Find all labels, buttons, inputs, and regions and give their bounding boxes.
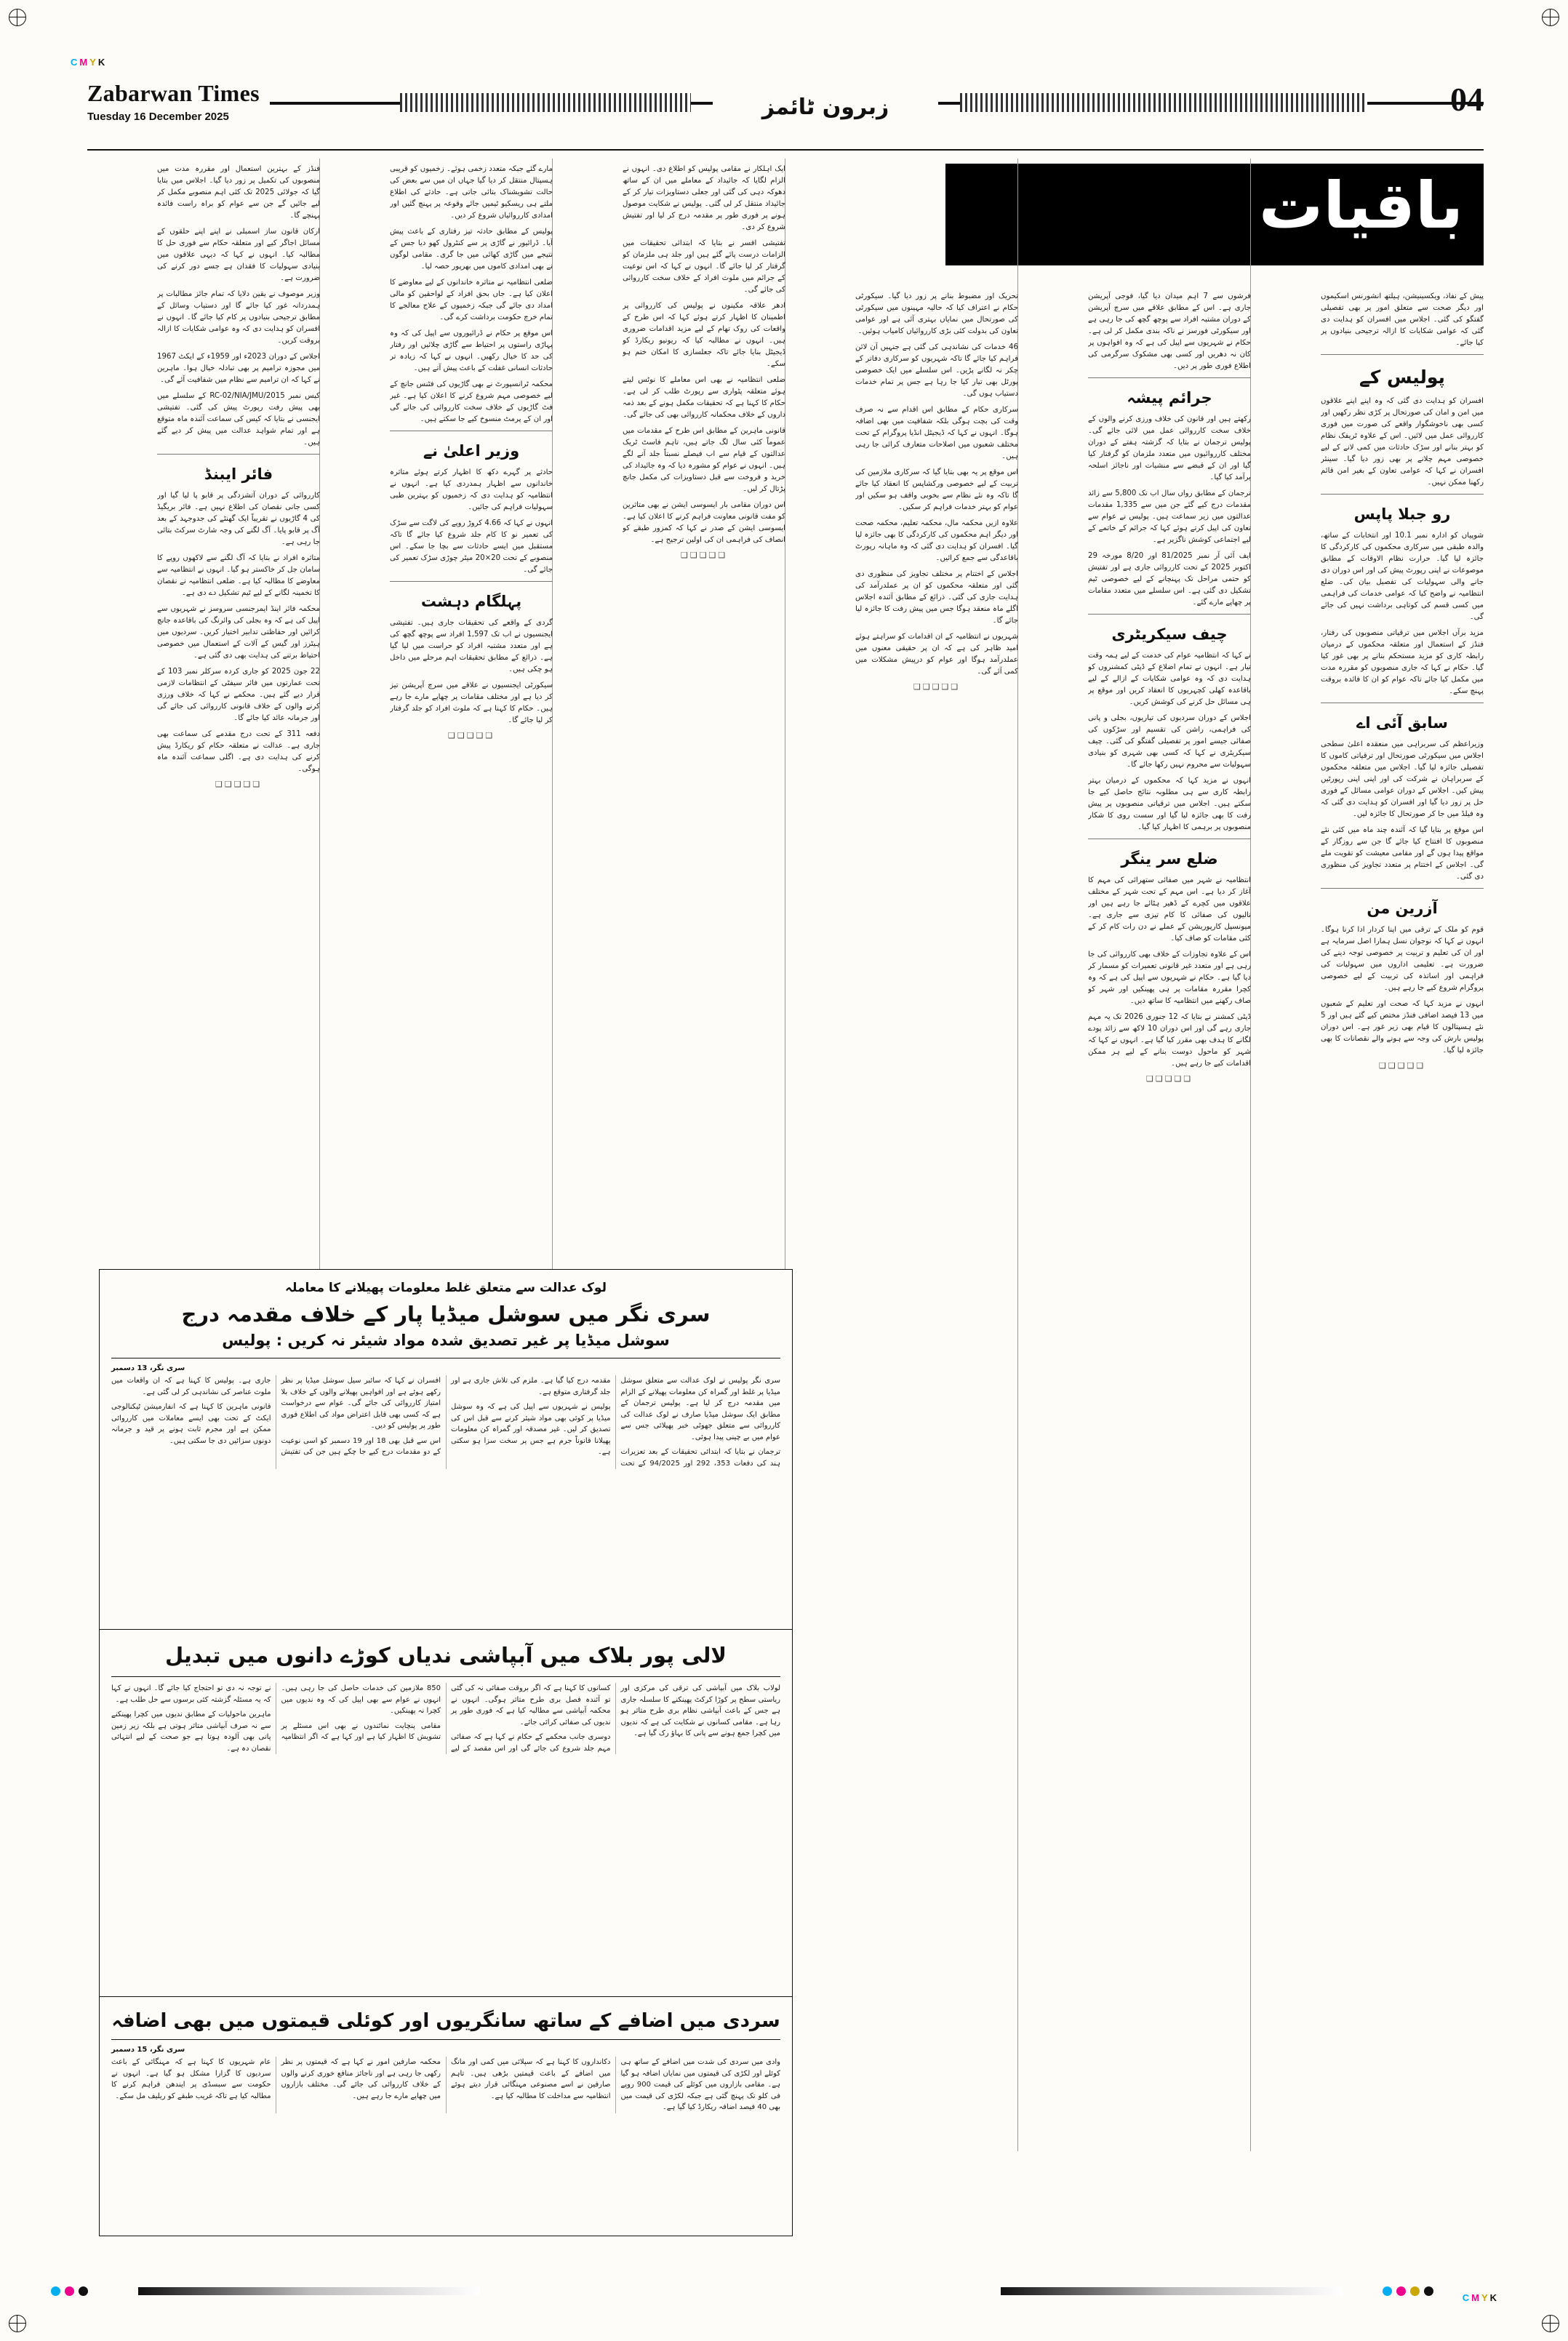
article-paragraph: اس موقع پر یہ بھی بتایا گیا کہ سرکاری ملازمین کی تربیت کے لیے خصوصی ورکشاپس کا انعقاد کیا جائے گا تاکہ وہ نئے نظام سے بخوبی واقف ہو سکیں اور عوام کو بہتر خدمات فراہم کر سکیں۔ <box>855 468 1018 511</box>
masthead-hatch-left <box>400 93 691 112</box>
article-paragraph: اس موقع پر حکام نے ڈرائیوروں سے اپیل کی کہ وہ پہاڑی راستوں پر احتیاط سے گاڑی چلائیں اور رفتار کی حد کا خیال رکھیں۔ انہوں نے کہا کہ زیادہ تر حادثات انسانی غفلت کے باعث پیش آتے ہیں۔ <box>390 329 553 372</box>
divider <box>1321 354 1484 355</box>
article-column-3 <box>855 291 1018 1985</box>
end-of-story-ornament: ❑❑❑❑❑ <box>447 732 495 740</box>
section-heading: چیف سیکریٹری <box>1111 625 1228 643</box>
section-heading: فائر ایبنڈ <box>204 465 273 483</box>
article-paragraph: سیکورٹی ایجنسیوں نے علاقے میں سرچ آپریشن تیز کر دیا ہے اور مختلف مقامات پر چھاپے مارے جا رہے ہیں۔ حکام کا کہنا ہے کہ ملوث افراد کو جلد گرفتار کر لیا جائے گا۔ <box>390 681 553 724</box>
registration-mark-bottom-right <box>1542 2315 1559 2332</box>
article-paragraph: لولاب بلاک میں آبپاشی کی ترقی کی مرکزی اور ریاستی سطح پر کوڑا کرکٹ پھینکنے کا سلسلہ جاری ہے جس کے باعث آبپاشی نظام بری طرح متاثر ہو رہا ہے۔ مقامی کسانوں نے شکایت کی ہے کہ ندیوں میں کچرا جمع ہونے سے پانی کا بہاؤ رک گیا ہے۔ <box>620 1684 780 1737</box>
article-paragraph: کسانوں کا کہنا ہے کہ اگر بروقت صفائی نہ کی گئی تو آئندہ فصل بری طرح متاثر ہوگی۔ انہوں نے محکمہ آبپاشی سے مطالبہ کیا ہے کہ فوری طور پر ندیوں کی صفائی کرائی جائے۔ <box>451 1684 611 1726</box>
end-of-story-ornament: ❑❑❑❑❑ <box>680 551 728 560</box>
article-paragraph: مارے گئے جبکہ متعدد زخمی ہوئے۔ زخمیوں کو قریبی ہسپتال منتقل کر دیا گیا جہاں ان میں سے بعض کی حالت تشویشناک بتائی جاتی ہے۔ حادثے کی اطلاع ملتے ہی ریسکیو ٹیمیں جائے وقوعہ پر پہنچ گئیں اور امدادی کارروائیاں شروع کر دیں۔ <box>390 165 553 220</box>
cmyk-mark-bottom: C M Y K <box>1462 2292 1497 2303</box>
color-dot-bar-right <box>1383 2286 1433 2296</box>
article-paragraph: اجلاس کے دوران 2023ء اور 1959ء کے ایکٹ 1967 میں مجوزہ ترامیم پر بھی تبادلہ خیال ہوا۔ ماہرین نے کہا کہ ان ترامیم سے نظام میں شفافیت آئے گی۔ <box>157 353 320 384</box>
article-paragraph: عام شہریوں کا کہنا ہے کہ مہنگائی کے باعث سردیوں کا گزارا مشکل ہو گیا ہے۔ انہوں نے حکومت سے سبسڈی پر ایندھن فراہم کرنے کا مطالبہ کیا ہے تاکہ غریب طبقے کو ریلیف مل سکے۔ <box>111 2058 271 2100</box>
article-paragraph: سرکاری حکام کے مطابق اس اقدام سے نہ صرف وقت کی بچت ہوگی بلکہ شفافیت میں بھی اضافہ ہوگا۔ انہوں نے کہا کہ ڈیجیٹل انڈیا پروگرام کے تحت مختلف شعبوں میں اصلاحات متعارف کرائی جا رہی ہیں۔ <box>855 406 1018 460</box>
article-paragraph: ایف آئی آر نمبر 81/2025 اور 8/20 مورخہ 29 اکتوبر 2025 کے تحت کارروائی جاری ہے اور تفتیش کو حتمی مراحل تک پہنچانے کے لیے خصوصی ٹیم تشکیل دی گئی ہے۔ اس سلسلے میں متعدد مقامات پر چھاپے مارے گئے۔ <box>1088 552 1251 607</box>
article-paragraph: ایک اہلکار نے مقامی پولیس کو اطلاع دی۔ انہوں نے الزام لگایا کہ جائیداد کے معاملے میں ان کے ساتھ دھوکہ دہی کی گئی اور جعلی دستاویزات تیار کر کے جائیداد منتقل کر لی گئی۔ پولیس نے شکایت موصول ہونے پر فوری طور پر مقدمہ درج کر لیا اور تفتیش شروع کر دی۔ <box>623 165 785 231</box>
page-number: 04 <box>1450 81 1484 118</box>
publication-logo <box>713 86 938 128</box>
color-dot-bar-left <box>51 2286 88 2296</box>
boxed-story-fake-news <box>99 1269 793 1640</box>
gradient-strip-left <box>138 2287 480 2295</box>
box-body <box>111 2057 780 2113</box>
divider <box>390 581 553 582</box>
headline: سری نگر میں سوشل میڈیا پار کے خلاف مقدمہ درج <box>181 1302 711 1326</box>
article-paragraph: انہوں نے مزید کہا کہ صحت اور تعلیم کے شعبوں میں 13 فیصد اضافی فنڈز مختص کیے گئے ہیں اور 5 نئے ہسپتالوں کا قیام بھی زیر غور ہے۔ اس دوران پولیس بارش کی وجہ سے ہونے والے نقصانات کا بھی جائزہ لیا گیا۔ <box>1321 1000 1484 1055</box>
article-paragraph: علاوہ ازیں محکمہ مال، محکمہ تعلیم، محکمہ صحت اور دیگر اہم محکموں کی کارکردگی کا بھی جائزہ لیا گیا۔ افسران کو ہدایت دی گئی کہ وہ ماہانہ رپورٹ باقاعدگی سے جمع کرائیں۔ <box>855 519 1018 562</box>
article-paragraph: متاثرہ افراد نے بتایا کہ آگ لگنے سے لاکھوں روپے کا سامان جل کر خاکستر ہو گیا۔ انہوں نے انتظامیہ سے معاوضے کا مطالبہ کیا ہے۔ ضلعی انتظامیہ نے نقصان کا تخمینہ لگانے کے لیے ٹیم تشکیل دے دی ہے۔ <box>157 554 320 597</box>
article-paragraph: پولیس کے مطابق حادثہ تیز رفتاری کے باعث پیش آیا۔ ڈرائیور نے گاڑی پر سے کنٹرول کھو دیا جس کے نتیجے میں گاڑی کھائی میں جا گری۔ مقامی لوگوں نے بھی امدادی کاموں میں بھرپور حصہ لیا۔ <box>390 228 553 271</box>
article-paragraph: اس موقع پر بتایا گیا کہ آئندہ چند ماہ میں کئی نئے منصوبوں کا افتتاح کیا جائے گا جن سے روزگار کے مواقع پیدا ہوں گے اور مقامی معیشت کو تقویت ملے گی۔ اجلاس کے اختتام پر متعدد تجاویز کی منظوری دی گئی۔ <box>1321 826 1484 881</box>
section-heading: جرائم پیشہ <box>1127 389 1212 407</box>
registration-mark-top-left <box>9 9 26 26</box>
section-heading: پہلگام دہشت <box>420 593 522 610</box>
article-paragraph: وادی میں سردی کی شدت میں اضافے کے ساتھ ہی کوئلے اور لکڑی کی قیمتوں میں نمایاں اضافہ ہو گیا ہے۔ مقامی بازاروں میں کوئلے کی قیمت 900 روپے فی کلو تک پہنچ گئی ہے جبکہ لکڑی کی قیمت میں بھی 40 فیصد اضافہ ریکارڈ کیا گیا ہے۔ <box>620 2058 780 2111</box>
article-paragraph: ضلعی انتظامیہ نے بھی اس معاملے کا نوٹس لیتے ہوئے متعلقہ پٹواری سے رپورٹ طلب کر لی ہے۔ حکام کا کہنا ہے کہ تحقیقات مکمل ہونے کے بعد ذمہ داروں کے خلاف محکمانہ کارروائی بھی کی جائے گی۔ <box>623 376 785 419</box>
article-paragraph: محکمہ فائر اینڈ ایمرجنسی سروسز نے شہریوں سے اپیل کی ہے کہ وہ بجلی کی وائرنگ کی باقاعدہ جانچ کرائیں اور حفاظتی تدابیر اختیار کریں۔ سردیوں میں ہیٹرز اور گیس کے آلات کے استعمال میں خصوصی احتیاط برتنے کی ہدایت بھی دی گئی ہے۔ <box>157 605 320 660</box>
section-heading: ضلع سر ینگر <box>1121 850 1218 868</box>
article-paragraph: ضلعی انتظامیہ نے متاثرہ خاندانوں کے لیے معاوضے کا اعلان کیا ہے۔ جاں بحق افراد کے لواحقین کو مالی امداد دی جائے گی جبکہ زخمیوں کے علاج معالجے کا تمام خرچ حکومت برداشت کرے گی۔ <box>390 279 553 321</box>
end-of-story-ornament: ❑❑❑❑❑ <box>1145 1075 1193 1084</box>
article-paragraph: محکمہ صارفین امور نے کہا ہے کہ قیمتوں پر نظر رکھی جا رہی ہے اور ناجائز منافع خوری کرنے والوں کے خلاف کارروائی کی جائے گی۔ مختلف بازاروں میں چھاپے مارے جا رہے ہیں۔ <box>281 2058 441 2100</box>
article-paragraph: اس سے قبل بھی 18 اور 19 دسمبر کو اسی نوعیت کے دو مقدمات درج کیے جا چکے ہیں جن کی تفتیش جاری ہے۔ پولیس کا کہنا ہے کہ ان واقعات میں ملوث عناصر کی نشاندہی کر لی گئی ہے۔ <box>111 1377 441 1456</box>
gradient-strip-right <box>1001 2287 1343 2295</box>
article-paragraph: نے کہا کہ انتظامیہ عوام کی خدمت کے لیے ہمہ وقت تیار ہے۔ انہوں نے تمام اضلاع کے ڈپٹی کمشنروں کو ہدایت دی کہ وہ عوامی شکایات کے ازالے کے لیے باقاعدہ کھلی کچہریوں کا انعقاد کریں اور موقع پر ہی مسائل حل کرنے کی کوشش کریں۔ <box>1088 652 1251 706</box>
article-paragraph: ادھر علاقہ مکینوں نے پولیس کی کارروائی پر اطمینان کا اظہار کرتے ہوئے کہا کہ اس طرح کے واقعات کی روک تھام کے لیے مزید اقدامات ضروری ہیں۔ انہوں نے مطالبہ کیا کہ ریونیو ریکارڈ کو ڈیجیٹل بنایا جائے تاکہ جعلسازی کا امکان ختم ہو سکے۔ <box>623 302 785 368</box>
registration-mark-top-right <box>1542 9 1559 26</box>
divider <box>157 454 320 455</box>
article-paragraph: گردی کے واقعے کی تحقیقات جاری ہیں۔ تفتیشی ایجنسیوں نے اب تک 1,597 افراد سے پوچھ گچھ کی ہے اور متعدد مشتبہ افراد کو حراست میں لیا گیا ہے۔ ذرائع کے مطابق تحقیقات اہم مرحلے میں داخل ہو چکی ہیں۔ <box>390 619 553 673</box>
publication-title: Zabarwan Times <box>87 80 260 106</box>
article-paragraph: انہوں نے کہا کہ 4.66 کروڑ روپے کی لاگت سے سڑک کی تعمیر نو کا کام جلد شروع کیا جائے گا تاکہ مستقبل میں ایسے حادثات سے بچا جا سکے۔ اس منصوبے کے تحت 20×20 میٹر چوڑی سڑک تعمیر کی جائے گی۔ <box>390 519 553 574</box>
publication-logo-urdu: زبرون ٹائمز <box>761 94 889 120</box>
end-of-story-ornament: ❑❑❑❑❑ <box>215 780 263 789</box>
boxed-story-lolab <box>99 1629 793 2007</box>
article-paragraph: مزید برآں اجلاس میں ترقیاتی منصوبوں کی رفتار، فنڈز کے استعمال اور متعلقہ محکموں کے درمیان رابطہ کاری کو مزید مستحکم بنانے پر بھی غور کیا گیا۔ حکام نے کہا کہ جاری منصوبوں کو مقررہ مدت میں مکمل کیا جائے تاکہ عوام کو ان کا فائدہ بروقت پہنچ سکے۔ <box>1321 629 1484 695</box>
article-paragraph: وزیراعظم کی سربراہی میں منعقدہ اعلیٰ سطحی اجلاس میں سیکورٹی صورتحال اور ترقیاتی کاموں کا تفصیلی جائزہ لیا گیا۔ اجلاس میں متعلقہ محکموں کے سربراہان نے شرکت کی اور اپنی اپنی رپورٹیں پیش کیں۔ اجلاس کے دوران عوامی مسائل کے فوری حل پر زور دیا گیا اور افسران کو ہدایت دی گئی کہ وہ فیلڈ میں جا کر صورتحال کا جائزہ لیں۔ <box>1321 740 1484 818</box>
section-heading: پولیس کے <box>1359 367 1445 388</box>
divider <box>1321 888 1484 889</box>
masthead-hatch-right <box>960 93 1367 112</box>
article-column-1 <box>1321 291 1484 1985</box>
divider <box>1088 614 1251 615</box>
kicker: لوک عدالت سے متعلق غلط معلومات پھیلانے کا معاملہ <box>285 1281 607 1295</box>
article-paragraph: افسران نے کہا کہ سائبر سیل سوشل میڈیا پر نظر رکھے ہوئے ہے اور افواہیں پھیلانے والوں کے خلاف بلا امتیاز کارروائی کی جائے گی۔ عوام سے درخواست ہے کہ کسی بھی قابل اعتراض مواد کی اطلاع فوری طور پر پولیس کو دیں۔ <box>281 1377 441 1430</box>
section-heading: سابق آئی اے <box>1356 714 1448 732</box>
article-paragraph: وزیر موصوف نے یقین دلایا کہ تمام جائز مطالبات پر ہمدردانہ غور کیا جائے گا اور دستیاب وسائل کے مطابق ترجیحی بنیادوں پر کام کیا جائے گا۔ انہوں نے افسران کو ہدایت دی کہ وہ عوامی شکایات کا ازالہ بروقت کریں۔ <box>157 290 320 345</box>
article-paragraph: قانونی ماہرین کے مطابق اس طرح کے مقدمات میں عموماً کئی سال لگ جاتے ہیں، تاہم فاسٹ ٹریک عدالتوں کے قیام سے اب فیصلے نسبتاً جلد آنے لگے ہیں۔ انہوں نے عوام کو مشورہ دیا کہ وہ جائیداد کی خرید و فروخت سے قبل دستاویزات کی مکمل جانچ پڑتال کر لیں۔ <box>623 427 785 493</box>
article-paragraph: پولیس نے شہریوں سے اپیل کی ہے کہ وہ سوشل میڈیا پر کوئی بھی مواد شیئر کرنے سے قبل اس کی تصدیق کر لیں۔ غیر مصدقہ اور گمراہ کن معلومات پھیلانا قانوناً جرم ہے جس پر سخت سزا ہو سکتی ہے۔ <box>451 1403 611 1456</box>
article-paragraph: قوم کو ملک کے ترقی میں اپنا کردار ادا کرنا ہوگا۔ انہوں نے کہا کہ نوجوان نسل ہمارا اصل سرمایہ ہے اور ان کی تعلیم و تربیت پر خصوصی توجہ دینے کی ضرورت ہے۔ تعلیمی اداروں میں سہولیات کی فراہمی اور اساتذہ کی تربیت کے لیے خصوصی پروگرام شروع کیے جا رہے ہیں۔ <box>1321 926 1484 992</box>
article-paragraph: فنڈز کے بہترین استعمال اور مقررہ مدت میں منصوبوں کی تکمیل پر زور دیا گیا۔ اجلاس میں بتایا گیا کہ جولائی 2025 تک کئی اہم منصوبے مکمل کر لیے جائیں گے جن سے عوام کو براہ راست فائدہ پہنچے گا۔ <box>157 165 320 220</box>
masthead <box>87 80 1484 147</box>
article-paragraph: ترجمان کے مطابق رواں سال اب تک 5,800 سے زائد مقدمات درج کیے گئے جن میں سے 1,335 مقدمات عدالتوں میں زیر سماعت ہیں۔ پولیس نے عوام سے تعاون کی اپیل کرتے ہوئے کہا کہ جرائم کے خاتمے کے لیے اجتماعی کوشش ناگزیر ہے۔ <box>1088 489 1251 544</box>
article-paragraph: دکانداروں کا کہنا ہے کہ سپلائی میں کمی اور مانگ میں اضافے کے باعث قیمتیں بڑھی ہیں۔ تاہم صارفین نے اسے مصنوعی مہنگائی قرار دیتے ہوئے انتظامیہ سے مداخلت کا مطالبہ کیا ہے۔ <box>451 2058 611 2100</box>
publication-date: Tuesday 16 December 2025 <box>87 111 229 123</box>
end-of-story-ornament: ❑❑❑❑❑ <box>1378 1062 1426 1071</box>
byline: سری نگر، 13 دسمبر <box>111 1364 185 1372</box>
article-paragraph: مقامی پنچایت نمائندوں نے بھی اس مسئلے پر تشویش کا اظہار کیا ہے اور کہا ہے کہ اگر انتظامیہ نے توجہ نہ دی تو احتجاج کیا جائے گا۔ انہوں نے کہا کہ یہ مسئلہ گزشتہ کئی برسوں سے حل طلب ہے۔ <box>111 1684 441 1741</box>
headline: سردی میں اضافے کے ساتھ سانگریوں اور کوئلی قیمتوں میں بھی اضافہ <box>111 2010 780 2032</box>
article-paragraph: پیش کے نفاذ، ویکسینیشن، ہیلتھ انشورنس اسکیموں اور دیگر صحت سے متعلق امور پر بھی تفصیلی گفتگو کی گئی۔ اجلاس میں افسران کو ہدایت دی گئی کہ عوامی شکایات کا ازالہ ترجیحی بنیادوں پر کیا جائے۔ <box>1321 292 1484 347</box>
article-paragraph: 22 جون 2025 کو جاری کردہ سرکلر نمبر 103 کے تحت عمارتوں میں فائر سیفٹی کے انتظامات لازمی قرار دیے گئے ہیں۔ محکمے نے کہا کہ خلاف ورزی کرنے والوں کے خلاف قانونی کارروائی کی جائے گی اور جرمانہ عائد کیا جائے گا۔ <box>157 668 320 722</box>
article-paragraph: رکھتے ہیں اور قانون کی خلاف ورزی کرنے والوں کے خلاف سخت کارروائی عمل میں لائی جائے گی۔ پولیس ترجمان نے بتایا کہ گزشتہ ہفتے کے دوران مختلف کارروائیوں میں متعدد ملزمان کو گرفتار کیا گیا اور ان کے قبضے سے منشیات اور ناجائز اسلحہ برآمد کیا گیا۔ <box>1088 415 1251 481</box>
article-paragraph: دوسری جانب محکمے کے حکام نے کہا ہے کہ صفائی مہم جلد شروع کی جائے گی اور اس مقصد کے لیے 850 ملازمین کی خدمات حاصل کی جا رہی ہیں۔ انہوں نے عوام سے بھی اپیل کی کہ وہ ندیوں میں کچرا نہ پھینکیں۔ <box>281 1684 611 1753</box>
divider <box>111 2039 780 2040</box>
article-paragraph: انہوں نے مزید کہا کہ محکموں کے درمیان بہتر رابطہ کاری سے ہی مطلوبہ نتائج حاصل کیے جا سکتے ہیں۔ اجلاس میں ترقیاتی منصوبوں پر پیش رفت کا بھی جائزہ لیا گیا اور سست روی کا شکار منصوبوں پر برہمی کا اظہار کیا گیا۔ <box>1088 777 1251 831</box>
masthead-bottom-rule <box>87 149 1484 151</box>
cmyk-mark-top: C M Y K <box>71 57 106 68</box>
article-paragraph: محکمہ ٹرانسپورٹ نے بھی گاڑیوں کی فٹنس جانچ کے لیے خصوصی مہم شروع کرنے کا اعلان کیا ہے۔ غیر فٹ گاڑیوں کے خلاف سخت کارروائی کی جائے گی اور ان کے پرمٹ منسوخ کیے جا سکتے ہیں۔ <box>390 380 553 423</box>
article-paragraph: دفعہ 311 کے تحت درج مقدمے کی سماعت بھی جاری ہے۔ عدالت نے متعلقہ حکام کو ریکارڈ پیش کرنے کی ہدایت دی ہے۔ اگلی سماعت آئندہ ماہ ہوگی۔ <box>157 730 320 773</box>
end-of-story-ornament: ❑❑❑❑❑ <box>913 683 961 692</box>
article-column-4 <box>623 164 785 1240</box>
article-paragraph: اس دوران مقامی بار ایسوسی ایشن نے بھی متاثرین کو مفت قانونی معاونت فراہم کرنے کا اعلان کیا ہے۔ ایسوسی ایشن کے صدر نے کہا کہ کمزور طبقے کو انصاف کی فراہمی ان کی اولین ترجیح ہے۔ <box>623 501 785 544</box>
article-paragraph: 46 خدمات کی نشاندہی کی گئی ہے جنہیں آن لائن فراہم کیا جائے گا تاکہ شہریوں کو سرکاری دفاتر کے چکر نہ لگانے پڑیں۔ اس سلسلے میں ایک خصوصی پورٹل بھی تیار کیا جا رہا ہے جس پر تمام خدمات دستیاب ہوں گی۔ <box>855 343 1018 398</box>
divider <box>1321 494 1484 495</box>
article-paragraph: تفتیشی افسر نے بتایا کہ ابتدائی تحقیقات میں الزامات درست پائے گئے ہیں اور جلد ہی ملزمان کو گرفتار کر لیا جائے گا۔ انہوں نے کہا کہ اس نوعیت کے جرائم میں ملوث افراد کے خلاف سخت کارروائی کی جائے گی۔ <box>623 239 785 294</box>
article-paragraph: اجلاس کے دوران سردیوں کی تیاریوں، بجلی و پانی کی فراہمی، راشن کی تقسیم اور سڑکوں کی صفائی جیسے امور پر تفصیلی گفتگو کی گئی۔ چیف سیکریٹری نے کہا کہ کسی بھی شہری کو بنیادی سہولیات سے محروم نہیں رکھا جائے گا۔ <box>1088 714 1251 769</box>
article-paragraph: تحریک اور مضبوط بنانے پر زور دیا گیا۔ سیکورٹی حکام نے اعتراف کیا کہ حالیہ مہینوں میں سیکورٹی کی صورتحال میں نمایاں بہتری آئی ہے اور عوامی تعاون کی بدولت کئی بڑی کارروائیاں کامیاب ہوئیں۔ <box>855 292 1018 335</box>
article-column-6 <box>157 164 320 1240</box>
boxed-story-prices <box>99 1996 793 2236</box>
box-body <box>111 1683 780 1754</box>
article-column-2 <box>1088 291 1251 1985</box>
article-paragraph: ڈپٹی کمشنر نے بتایا کہ 12 جنوری 2026 تک یہ مہم جاری رہے گی اور اس دوران 10 لاکھ سے زائد پودے لگانے کا ہدف بھی مقرر کیا گیا ہے۔ انہوں نے کہا کہ شہر کو ماحول دوست بنانے کے لیے ہر ممکن اقدامات کیے جا رہے ہیں۔ <box>1088 1013 1251 1068</box>
article-column-5 <box>390 164 553 1240</box>
registration-mark-bottom-left <box>9 2315 26 2332</box>
article-paragraph: ماہرین ماحولیات کے مطابق ندیوں میں کچرا پھینکنے سے نہ صرف آبپاشی متاثر ہوتی ہے بلکہ زیر زمین پانی بھی آلودہ ہوتا ہے جو صحت کے لیے انتہائی نقصان دہ ہے۔ <box>111 1710 271 1753</box>
article-paragraph: اجلاس کے اختتام پر مختلف تجاویز کی منظوری دی گئی اور متعلقہ محکموں کو ان پر عملدرآمد کی ہدایت جاری کی گئی۔ ذرائع کے مطابق آئندہ اجلاس اگلے ماہ منعقد ہوگا جس میں پیش رفت کا جائزہ لیا جائے گا۔ <box>855 570 1018 625</box>
article-paragraph: کارروائی کے دوران آتشزدگی پر قابو پا لیا گیا اور کسی جانی نقصان کی اطلاع نہیں ہے۔ فائر بریگیڈ کی 4 گاڑیوں نے تقریباً ایک گھنٹے کی جدوجہد کے بعد آگ پر قابو پایا۔ آگ لگنے کی وجہ شارٹ سرکٹ بتائی جا رہی ہے۔ <box>157 492 320 546</box>
byline: سری نگر، 15 دسمبر <box>111 2046 185 2054</box>
article-paragraph: انتظامیہ نے شہر میں صفائی ستھرائی کی مہم کا آغاز کر دیا ہے۔ اس مہم کے تحت شہر کے مختلف علاقوں میں کچرے کے ڈھیر ہٹائے جا رہے ہیں اور نالیوں کی صفائی کا کام تیزی سے جاری ہے۔ میونسپل کارپوریشن کے عملے نے دن رات کام کر کے کئی مقامات کو صاف کیا۔ <box>1088 876 1251 943</box>
article-paragraph: فرشوں سے 7 اہم میدان دیا گیا، فوجی آپریشن جاری ہے۔ اس کے مطابق علاقے میں سرچ آپریشن کے دوران مشتبہ افراد سے پوچھ گچھ کی جا رہی ہے اور سیکورٹی فورسز نے ناکہ بندی مکمل کر لی ہے۔ حکام نے شہریوں سے اپیل کی ہے کہ وہ افواہوں پر کان نہ دھریں اور کسی بھی مشکوک سرگرمی کی اطلاع فوری طور پر دیں۔ <box>1088 292 1251 370</box>
section-heading: آزرین من <box>1367 900 1438 917</box>
article-paragraph: شوپیاں کو ادارہ نمبر 10.1 اور انتخابات کے ساتھ، والدہ طبقی میں سرکاری محکموں کی کارکردگی کا جائزہ لیا گیا۔ حرارت نظام الاوقات کے مطابق موصوعات نے اپنی رپورٹ پیش کی اور اس دوران دی جانے والی سہولیات کی تفصیل بیان کی۔ ضلع انتظامیہ نے واضح کیا کہ عوامی خدمات کی فراہمی میں کسی قسم کی کوتاہی برداشت نہیں کی جائے گی۔ <box>1321 532 1484 621</box>
article-paragraph: شہریوں نے انتظامیہ کے ان اقدامات کو سراہتے ہوئے امید ظاہر کی ہے کہ ان پر حقیقی معنوں میں عملدرآمد ہوگا اور عوام کو درپیش مشکلات میں کمی آئے گی۔ <box>855 633 1018 676</box>
article-paragraph: اس کے علاوہ تجاوزات کے خلاف بھی کارروائی کی جا رہی ہے اور متعدد غیر قانونی تعمیرات کو مسمار کر دیا گیا ہے۔ حکام نے شہریوں سے اپیل کی ہے کہ وہ کچرا مقررہ مقامات پر ہی پھینکیں اور شہر کو صاف رکھنے میں انتظامیہ کا ساتھ دیں۔ <box>1088 951 1251 1005</box>
section-heading: رو جبلا پاپس <box>1353 505 1451 523</box>
headline: لالی پور بلاک میں آبپاشی ندیاں کوڑے دانوں میں تبدیل <box>164 1643 727 1668</box>
article-paragraph: حادثے پر گہرے دکھ کا اظہار کرتے ہوئے متاثرہ خاندانوں سے اظہار ہمدردی کیا ہے۔ انہوں نے انتظامیہ کو ہدایت دی کہ زخمیوں کو بہترین طبی سہولیات فراہم کی جائیں۔ <box>390 468 553 511</box>
article-paragraph: سری نگر پولیس نے لوک عدالت سے متعلق سوشل میڈیا پر غلط اور گمراہ کن معلومات پھیلانے کے الزام میں مقدمہ درج کر لیا ہے۔ پولیس ترجمان کے مطابق ایک سوشل میڈیا صارف نے لوک عدالت کی کارروائی سے متعلق جھوٹی خبر پھیلائی جس سے عوام میں بے چینی پیدا ہوئی۔ <box>620 1377 780 1441</box>
section-banner-title: باقیات <box>1258 168 1463 243</box>
article-paragraph: قانونی ماہرین کا کہنا ہے کہ انفارمیشن ٹیکنالوجی ایکٹ کے تحت بھی ایسے معاملات میں کارروائی ممکن ہے اور مجرم ثابت ہونے پر قید و جرمانہ دونوں سزائیں دی جا سکتی ہیں۔ <box>111 1403 271 1445</box>
subheadline: سوشل میڈیا پر غیر تصدیق شدہ مواد شیئر نہ کریں : پولیس <box>222 1332 670 1349</box>
article-paragraph: کیس نمبر RC-02/NIA/JMU/2015 کے سلسلے میں بھی پیش رفت رپورٹ پیش کی گئی۔ تفتیشی ایجنسی نے بتایا کہ کیس کی سماعت آئندہ ماہ متوقع ہے اور تمام شواہد عدالت میں پیش کر دیے گئے ہیں۔ <box>157 392 320 447</box>
section-heading: وزیر اعلیٰ نے <box>423 442 520 460</box>
article-paragraph: ارکان قانون ساز اسمبلی نے اپنے اپنے حلقوں کے مسائل اجاگر کیے اور متعلقہ حکام سے فوری حل کا مطالبہ کیا۔ انہوں نے کہا کہ دیہی علاقوں میں بنیادی سہولیات کا فقدان ہے جسے دور کرنے کی ضرورت ہے۔ <box>157 228 320 282</box>
article-paragraph: افسران کو ہدایت دی گئی کہ وہ اپنے اپنے علاقوں میں امن و امان کی صورتحال پر کڑی نظر رکھیں اور کسی بھی ناخوشگوار واقعے کی صورت میں فوری کارروائی عمل میں لائیں۔ اس کے علاوہ ٹریفک نظام کو بہتر بنانے اور سڑک حادثات میں کمی لانے کے لیے خصوصی مہم چلانے پر بھی زور دیا گیا۔ سینئر افسران نے کہا کہ عوامی تعاون کے بغیر امن قائم رکھنا ممکن نہیں۔ <box>1321 397 1484 487</box>
divider <box>111 1676 780 1677</box>
box-body <box>111 1375 780 1469</box>
divider <box>1088 377 1251 378</box>
article-paragraph: ترجمان نے بتایا کہ ابتدائی تحقیقات کے بعد تعزیرات ہند کی دفعات 353، 292 اور 94/2025 کے تحت مقدمہ درج کیا گیا ہے۔ ملزم کی تلاش جاری ہے اور جلد گرفتاری متوقع ہے۔ <box>451 1377 780 1468</box>
